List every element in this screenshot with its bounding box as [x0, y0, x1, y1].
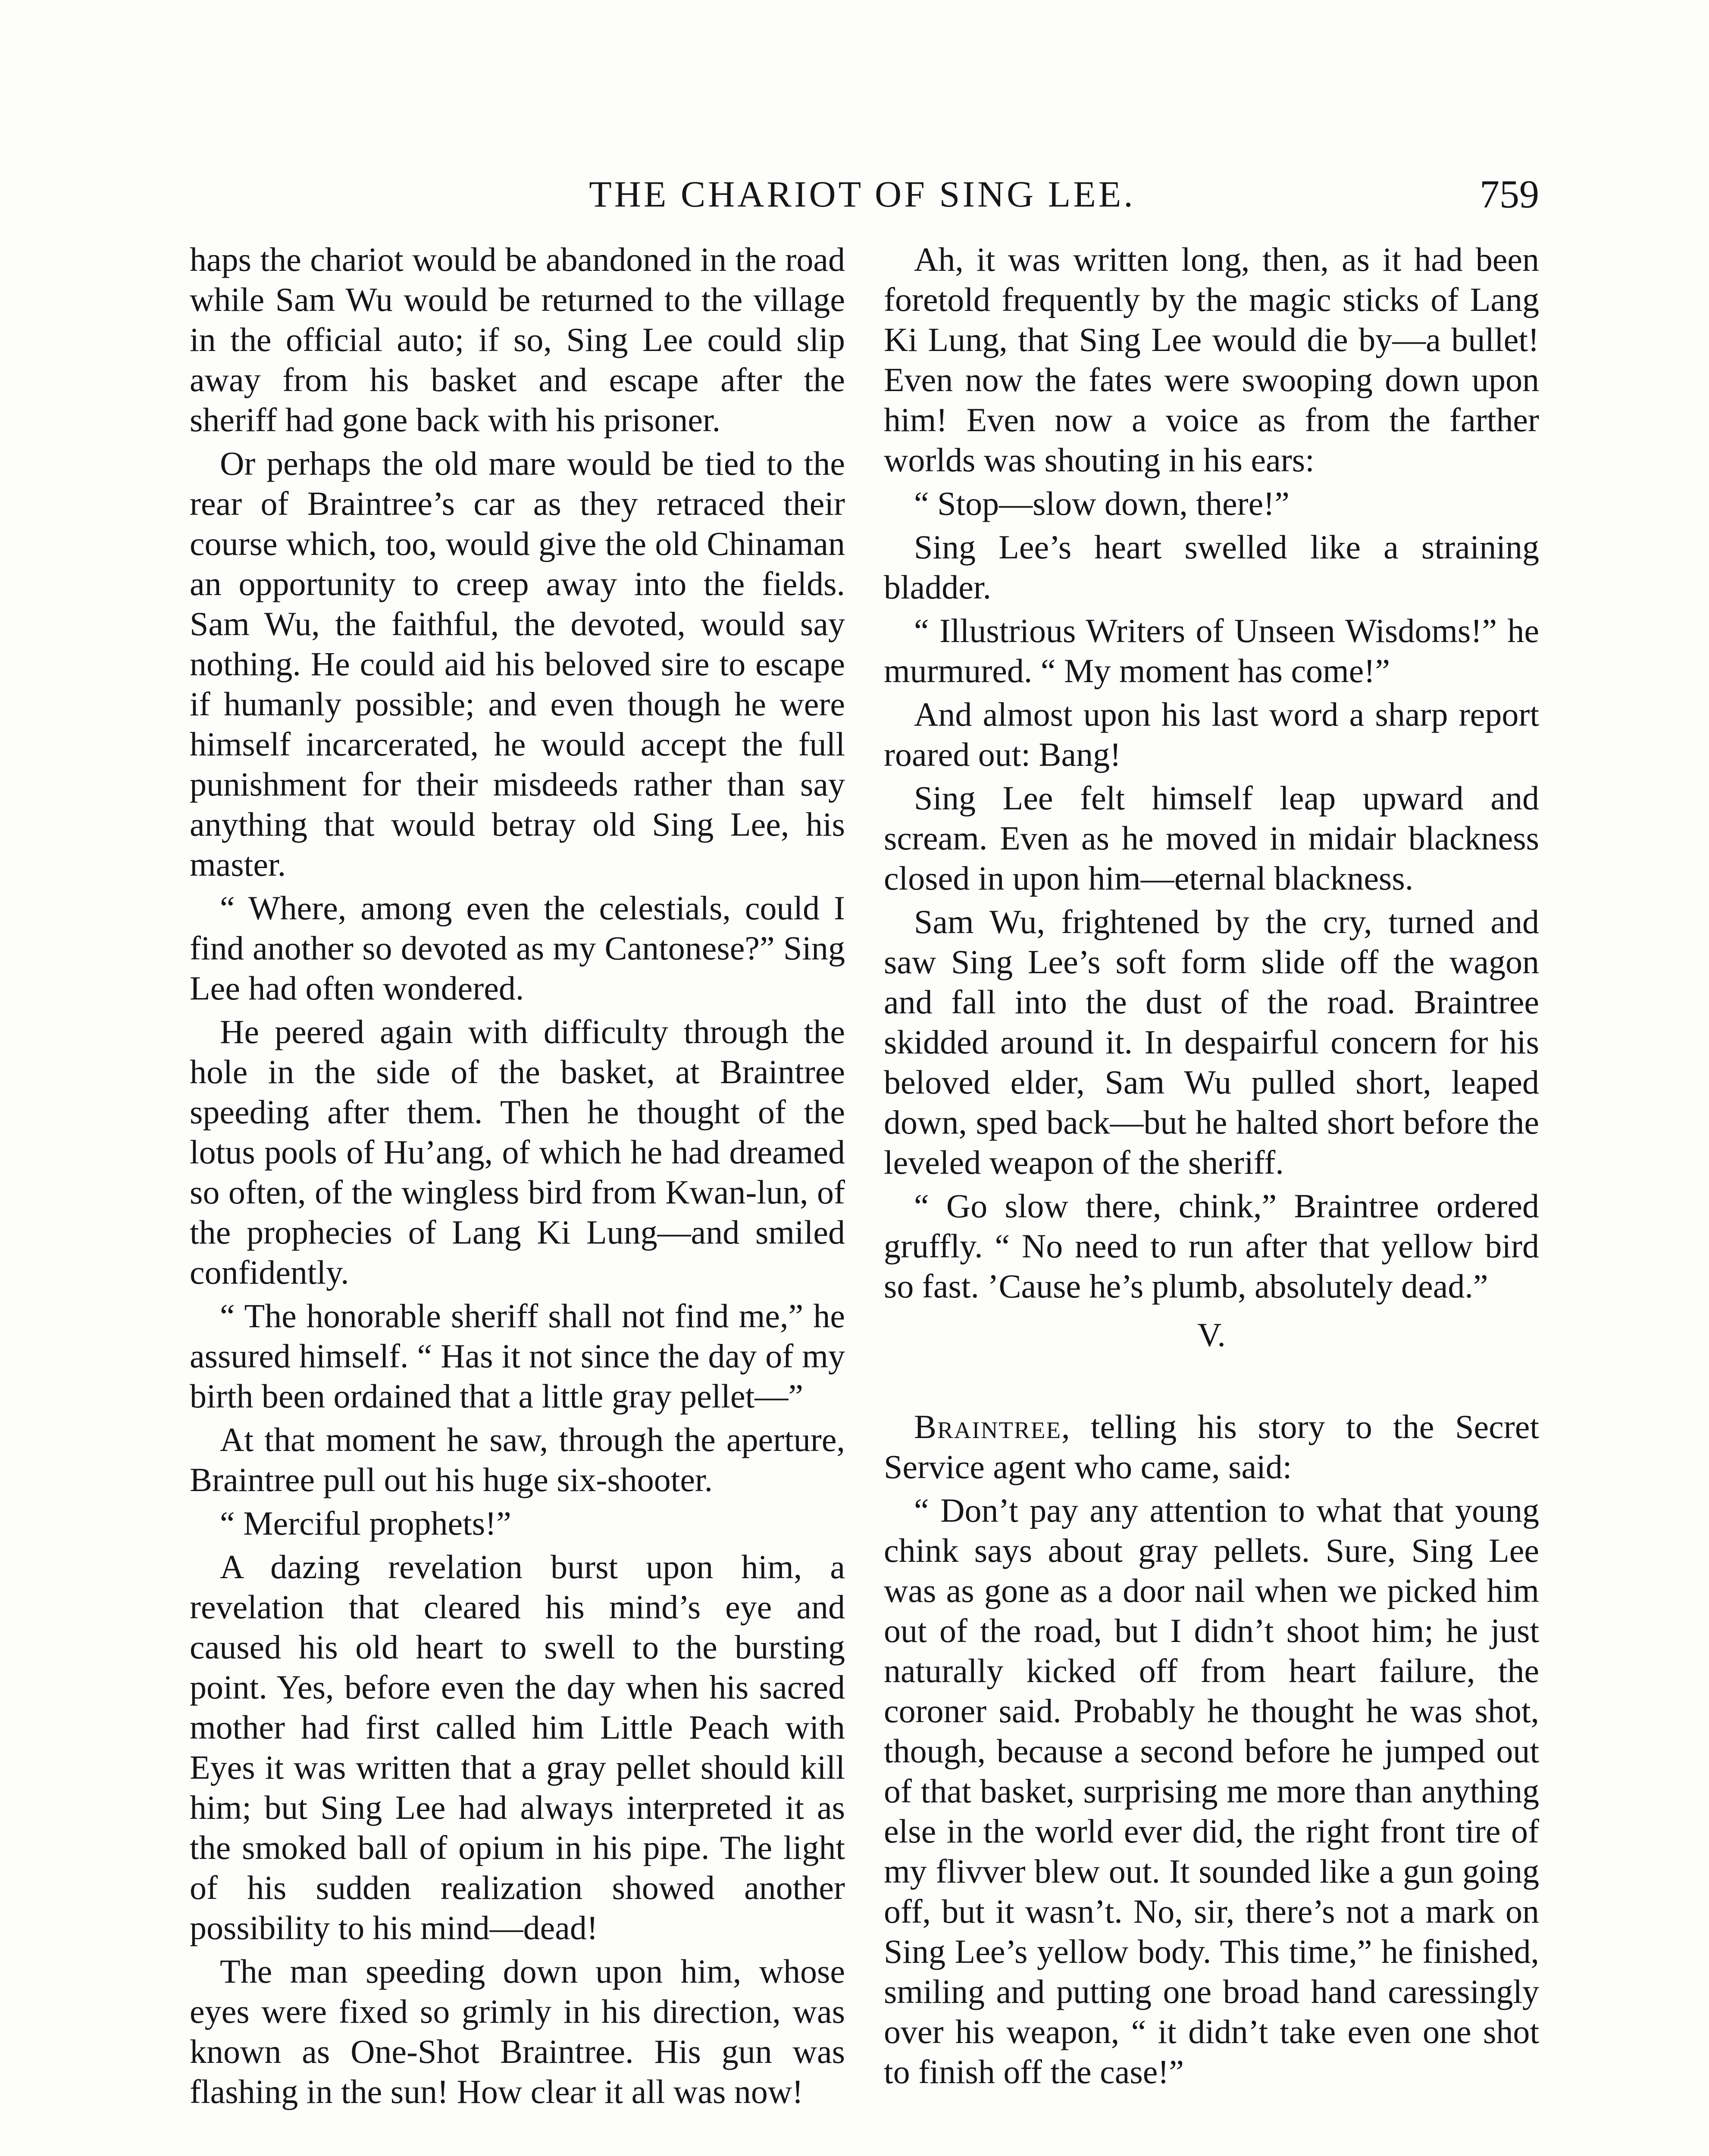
paragraph: “ Don’t pay any attention to what that young chink says about gray pellets. Sure, Sing Lee was as gone as a door nail when we picked him out of the road, but I didn’t shoot him; he just naturally kicked off from heart failure, the coroner said. Probably he thought he was shot, though, because a second before he jumped out of that basket, surprising me more than anything else in the world ever did, the right front tire of my flivver blew out. It sounded like a gun going off, but it wasn’t. No, sir, there’s not a mark on Sing Lee’s yellow body. This time,” he finished, smiling and putting one broad hand caressingly over his weapon, “ it didn’t take even one shot to finish off the case!” — [884, 1492, 1539, 2090]
section-first-paragraph-text: , telling his story to the Secret Service agent who came, said: — [884, 1408, 1539, 1485]
paragraph: “ The honorable sheriff shall not find me,” he assured himself. “ Has it not since the day of my birth been ordained that a little gray pellet—” — [190, 1297, 845, 1415]
section-heading: V. — [1197, 1316, 1226, 1354]
paragraph: haps the chariot would be abandoned in the road while Sam Wu would be returned to the village in the official auto; if so, Sing Lee could slip away from his basket and escape after the sheriff had gone back with his prisoner. — [190, 241, 845, 439]
paragraph: “ Go slow there, chink,” Braintree ordered gruffly. “ No need to run after that yellow bird so fast. ’Cause he’s plumb, absolutely dead.” — [884, 1187, 1539, 1305]
paragraph: “ Where, among even the celestials, could I find another so devoted as my Cantonese?” Sing Lee had often wondered. — [190, 889, 845, 1007]
paragraph: A dazing revelation burst upon him, a revelation that cleared his mind’s eye and caused his old heart to swell to the bursting point. Yes, before even the day when his sacred mother had first called him Little Peach with Eyes it was written that a gray pellet should kill him; but Sing Lee had always interpreted it as the smoked ball of opium in his pipe. The light of his sudden realization showed another possibility to his mind—dead! — [190, 1548, 845, 1946]
section-first-paragraph — [884, 1407, 1539, 1487]
paragraph: Ah, it was written long, then, as it had been foretold frequently by the magic sticks of Lang Ki Lung, that Sing Lee would die by—a bullet! Even now the fates were swooping down upon him! Even now a voice as from the farther worlds was shouting in his ears: — [884, 241, 1539, 479]
paragraph: Sing Lee felt himself leap upward and scream. Even as he moved in midair blackness closed in upon him—eternal blackness. — [884, 779, 1539, 897]
paragraph: Or perhaps the old mare would be tied to the rear of Braintree’s car as they retraced their course which, too, would give the old Chinaman an opportunity to creep away into the fields. Sam Wu, the faithful, the devoted, would say nothing. He could aid his beloved sire to escape if humanly possible; and even though he were himself incarcerated, he would accept the full punishment for their misdeeds rather than say anything that would betray old Sing Lee, his master. — [190, 445, 845, 883]
paragraph: The man speeding down upon him, whose eyes were fixed so grimly in his direction, was known as One-Shot Braintree. His gun was flashing in the sun! How clear it all was now! — [190, 1952, 845, 2110]
paragraph: And almost upon his last word a sharp report roared out: Bang! — [884, 696, 1539, 773]
paragraph: “ Stop—slow down, there!” — [914, 485, 1290, 522]
paragraph: At that moment he saw, through the aperture, Braintree pull out his huge six-shooter. — [190, 1421, 845, 1498]
running-title: THE CHARIOT OF SING LEE. — [589, 173, 1136, 215]
paragraph: “ Illustrious Writers of Unseen Wisdoms!” he murmured. “ My moment has come!” — [884, 612, 1539, 689]
right-column — [884, 239, 1539, 2095]
page-number: 759 — [1480, 172, 1539, 216]
left-column — [190, 239, 845, 2115]
page-header — [185, 170, 1539, 218]
paragraph: “ Merciful prophets!” — [220, 1504, 511, 1542]
paragraph: Sing Lee’s heart swelled like a straining bladder. — [884, 528, 1539, 606]
paragraph: He peered again with difficulty through the hole in the side of the basket, at Braintree speeding after them. Then he thought of the lotus pools of Hu’ang, of which he had dreamed so often, of the wingless bird from Kwan-lun, of the prophecies of Lang Ki Lung—and smiled confidently. — [190, 1013, 845, 1291]
section-lead-word: Braintree — [914, 1408, 1061, 1445]
paragraph: Sam Wu, frightened by the cry, turned and saw Sing Lee’s soft form slide off the wagon and fall into the dust of the road. Braintree skidded around it. In despairful concern for his beloved elder, Sam Wu pulled short, leaped down, sped back—but he halted short before the leveled weapon of the sheriff. — [884, 903, 1539, 1181]
